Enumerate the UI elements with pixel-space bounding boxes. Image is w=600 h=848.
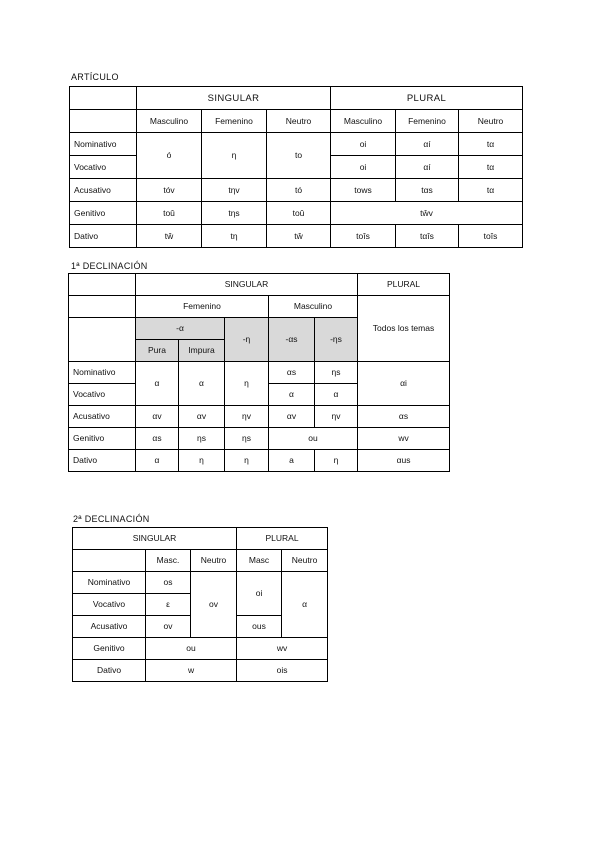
articulo-table: [69, 86, 523, 248]
cell: αí: [396, 156, 459, 179]
col-header: Masculino: [137, 110, 202, 133]
cell: w: [146, 660, 237, 682]
col-header: Masc: [237, 550, 282, 572]
cell: α: [282, 572, 328, 638]
case-acusativo: Acusativo: [69, 406, 136, 428]
es-header: -ηs: [315, 318, 358, 362]
case-nominativo: Nominativo: [70, 133, 137, 156]
cell: toîs: [331, 225, 396, 248]
eta-header: -η: [225, 318, 269, 362]
todos-los-temas: Todos los temas: [358, 296, 450, 362]
col-header: Masculino: [331, 110, 396, 133]
cell: tows: [331, 179, 396, 202]
cell: αs: [136, 428, 179, 450]
case-acusativo: Acusativo: [73, 616, 146, 638]
cell: αí: [396, 133, 459, 156]
case-vocativo: Vocativo: [70, 156, 137, 179]
articulo-title: ARTÍCULO: [71, 72, 119, 82]
case-vocativo: Vocativo: [69, 384, 136, 406]
corner-cell: [70, 110, 137, 133]
cell: αs: [269, 362, 315, 384]
cell: to: [267, 133, 331, 179]
col-header: Femenino: [202, 110, 267, 133]
plural-header: PLURAL: [237, 528, 328, 550]
cell: tŵ: [267, 225, 331, 248]
case-nominativo: Nominativo: [73, 572, 146, 594]
cell: tαs: [396, 179, 459, 202]
cell: αv: [269, 406, 315, 428]
cell: η: [225, 362, 269, 406]
cell: α: [136, 450, 179, 472]
cell: toû: [137, 202, 202, 225]
alpha-header: -α: [136, 318, 225, 340]
col-header: Neutro: [282, 550, 328, 572]
masculino-header: Masculino: [269, 296, 358, 318]
case-genitivo: Genitivo: [70, 202, 137, 225]
cell: oi: [237, 572, 282, 616]
corner-cell: [73, 550, 146, 572]
plural-header: PLURAL: [358, 274, 450, 296]
decl2-table: [72, 527, 328, 682]
cell: ηv: [225, 406, 269, 428]
cell: tηs: [202, 202, 267, 225]
cell: ou: [269, 428, 358, 450]
cell: αv: [136, 406, 179, 428]
cell: ηs: [225, 428, 269, 450]
cell: ε: [146, 594, 191, 616]
cell: α: [315, 384, 358, 406]
decl1-title: 1ª DECLINACIÓN: [71, 261, 148, 271]
cell: α: [179, 362, 225, 406]
cell: η: [225, 450, 269, 472]
corner-cell: [69, 318, 136, 362]
cell: oi: [331, 156, 396, 179]
col-header: Neutro: [267, 110, 331, 133]
cell: ov: [146, 616, 191, 638]
cell: oi: [331, 133, 396, 156]
case-acusativo: Acusativo: [70, 179, 137, 202]
cell: tŵv: [331, 202, 523, 225]
cell: η: [202, 133, 267, 179]
cell: tαîs: [396, 225, 459, 248]
cell: wv: [358, 428, 450, 450]
singular-header: SINGULAR: [136, 274, 358, 296]
cell: αs: [358, 406, 450, 428]
cell: tα: [459, 156, 523, 179]
cell: αi: [358, 362, 450, 406]
cell: tó: [267, 179, 331, 202]
cell: wv: [237, 638, 328, 660]
decl1-table: [68, 273, 450, 472]
cell: tα: [459, 133, 523, 156]
cell: a: [269, 450, 315, 472]
cell: tη: [202, 225, 267, 248]
col-header: Femenino: [396, 110, 459, 133]
cell: tŵ: [137, 225, 202, 248]
case-dativo: Dativo: [69, 450, 136, 472]
cell: tηv: [202, 179, 267, 202]
corner-cell: [69, 274, 136, 296]
case-vocativo: Vocativo: [73, 594, 146, 616]
cell: αv: [179, 406, 225, 428]
singular-header: SINGULAR: [73, 528, 237, 550]
case-genitivo: Genitivo: [73, 638, 146, 660]
case-nominativo: Nominativo: [69, 362, 136, 384]
corner-cell: [69, 296, 136, 318]
cell: ous: [237, 616, 282, 638]
cell: toû: [267, 202, 331, 225]
plural-header: PLURAL: [331, 87, 523, 110]
impura-header: Impura: [179, 340, 225, 362]
cell: ηs: [179, 428, 225, 450]
cell: η: [179, 450, 225, 472]
femenino-header: Femenino: [136, 296, 269, 318]
cell: ois: [237, 660, 328, 682]
case-dativo: Dativo: [70, 225, 137, 248]
singular-header: SINGULAR: [137, 87, 331, 110]
cell: toîs: [459, 225, 523, 248]
cell: αus: [358, 450, 450, 472]
case-dativo: Dativo: [73, 660, 146, 682]
as-header: -αs: [269, 318, 315, 362]
cell: tóv: [137, 179, 202, 202]
cell: α: [136, 362, 179, 406]
cell: os: [146, 572, 191, 594]
cell: ov: [191, 572, 237, 638]
cell: ou: [146, 638, 237, 660]
cell: α: [269, 384, 315, 406]
cell: ηs: [315, 362, 358, 384]
case-genitivo: Genitivo: [69, 428, 136, 450]
cell: ηv: [315, 406, 358, 428]
cell: ó: [137, 133, 202, 179]
cell: η: [315, 450, 358, 472]
col-header: Neutro: [191, 550, 237, 572]
pura-header: Pura: [136, 340, 179, 362]
col-header: Masc.: [146, 550, 191, 572]
decl2-title: 2ª DECLINACIÓN: [73, 514, 150, 524]
col-header: Neutro: [459, 110, 523, 133]
cell: tα: [459, 179, 523, 202]
corner-cell: [70, 87, 137, 110]
